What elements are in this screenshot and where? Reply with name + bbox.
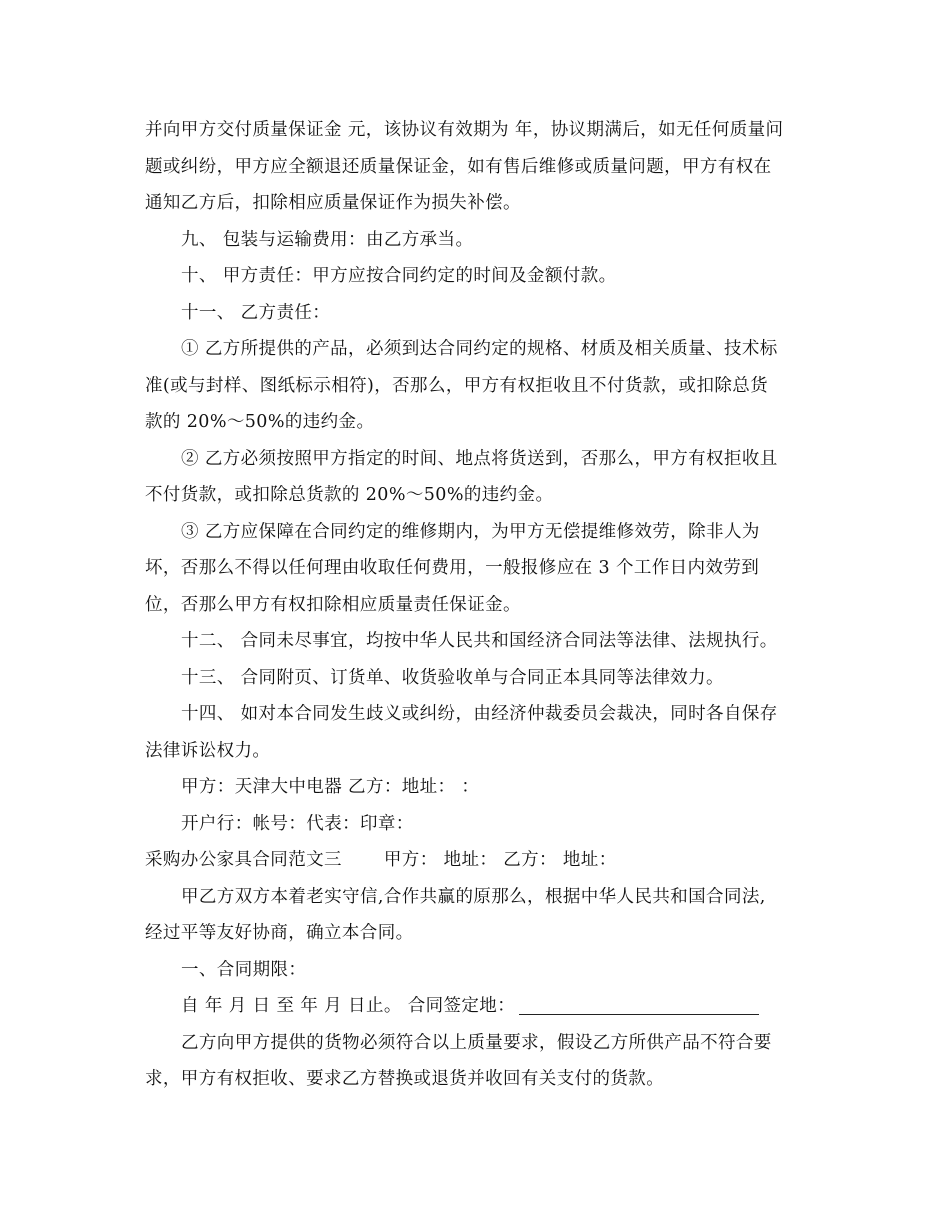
contract-period-text: 自 年 月 日 至 年 月 日止。 合同签定地： xyxy=(181,996,516,1016)
contract-three-title: 采购办公家具合同范文三 xyxy=(145,850,342,870)
paragraph-line: 法律诉讼权力。 xyxy=(145,740,271,761)
contract-page xyxy=(145,112,805,1098)
contract-period-line xyxy=(145,988,805,1025)
paragraph-line: 坏，否那么不得以任何理由收取任何费用，一般报修应在 3 个工作日内效劳到 xyxy=(145,558,760,578)
paragraph-line: 通知乙方后，扣除相应质量保证作为损失补偿。 xyxy=(145,193,521,213)
clause-11-heading: 十一、 乙方责任： xyxy=(181,302,331,323)
clause-10: 十、 甲方责任：甲方应按合同约定的时间及金额付款。 xyxy=(181,266,617,286)
paragraph-line: 准(或与封样、图纸标示相符)，否那么，甲方有权拒收且不付货款，或扣除总货 xyxy=(145,375,769,396)
clause-9: 九、 包装与运输费用：由乙方承当。 xyxy=(181,229,474,250)
quality-requirement: 乙方向甲方提供的货物必须符合以上质量要求，假设乙方所供产品不符合要 xyxy=(181,1032,772,1053)
paragraph-line: 经过平等友好协商，确立本合同。 xyxy=(145,923,414,943)
paragraph-line: 位，否那么甲方有权扣除相应质量责任保证金。 xyxy=(145,594,521,615)
clause-14: 十四、 如对本合同发生歧义或纠纷，由经济仲裁委员会裁决，同时各自保存 xyxy=(181,704,778,724)
paragraph-line: 并向甲方交付质量保证金 元，该协议有效期为 年，协议期满后，如无任何质量问 xyxy=(145,120,784,140)
contract-three-parties: 甲方： 地址： 乙方： 地址： xyxy=(383,850,617,870)
preamble: 甲乙方双方本着老实守信,合作共赢的原那么，根据中华人民共和国合同法, xyxy=(181,886,766,907)
contract-three-heading-line xyxy=(145,842,805,879)
clause-11-item-1: ① 乙方所提供的产品，必须到达合同约定的规格、材质及相关质量、技术标 xyxy=(181,339,778,359)
paragraph-line: 题或纠纷，甲方应全额退还质量保证金，如有售后维修或质量问题，甲方有权在 xyxy=(145,156,772,177)
clause-11-item-2: ② 乙方必须按照甲方指定的时间、地点将货送到，否那么，甲方有权拒收且 xyxy=(181,448,778,469)
clause-12: 十二、 合同未尽事宜，均按中华人民共和国经济合同法等法律、法规执行。 xyxy=(181,631,778,651)
paragraph-line: 求，甲方有权拒收、要求乙方替换或退货并收回有关支付的货款。 xyxy=(145,1069,665,1089)
paragraph-line: 不付货款，或扣除总货款的 20%～50%的违约金。 xyxy=(145,485,554,505)
clause-11-item-3: ③ 乙方应保障在合同约定的维修期内，为甲方无偿提维修效劳，除非人为 xyxy=(181,521,760,542)
party-info: 甲方：天津大中电器 乙方：地址： ： xyxy=(181,777,480,797)
section-1-heading: 一、合同期限： xyxy=(181,959,307,980)
signing-place-blank xyxy=(519,994,759,1015)
paragraph-line: 款的 20%～50%的违约金。 xyxy=(145,412,375,432)
bank-info: 开户行：帐号：代表：印章： xyxy=(181,813,414,834)
clause-13: 十三、 合同附页、订货单、收货验收单与合同正本具同等法律效力。 xyxy=(181,667,724,688)
